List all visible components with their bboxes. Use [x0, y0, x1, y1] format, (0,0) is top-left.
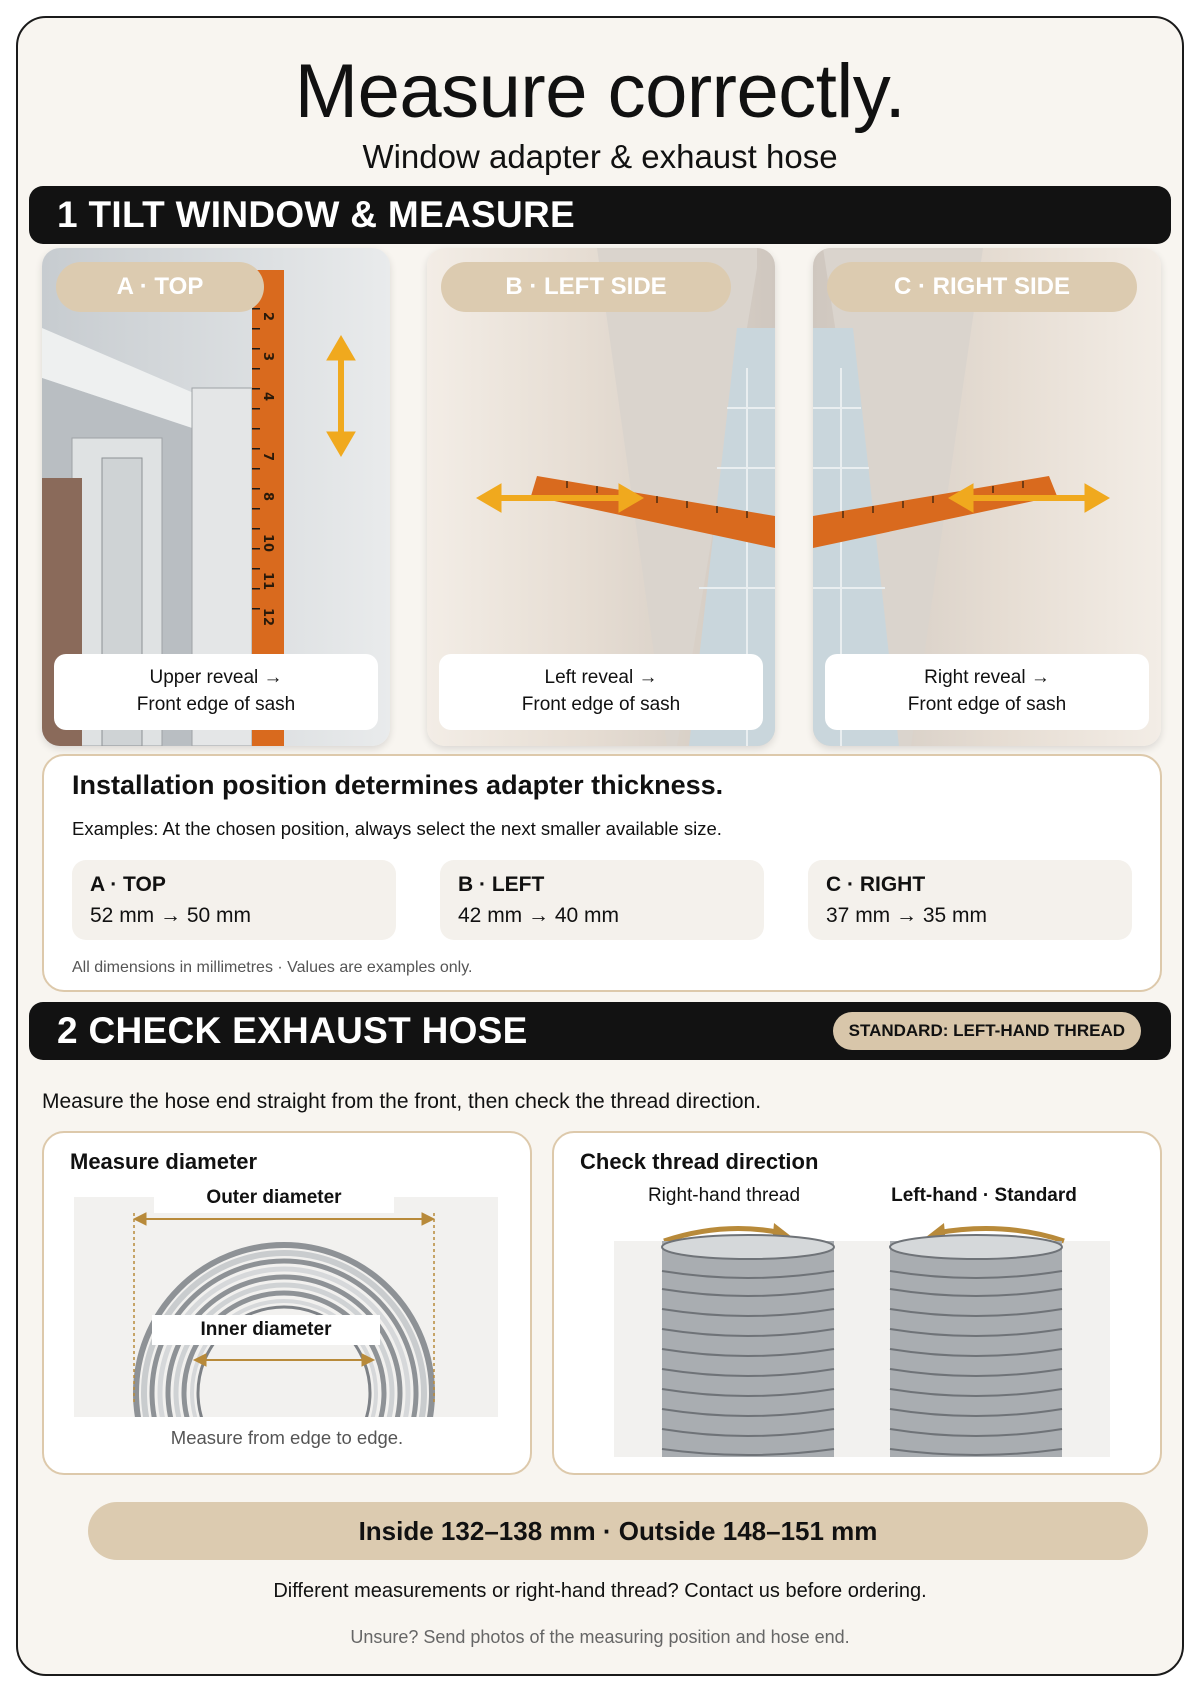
- example-chip-left: [440, 860, 764, 940]
- section-1-header: [29, 186, 1171, 244]
- chip-title: A · TOP: [90, 873, 166, 896]
- svg-text:12: 12: [260, 608, 275, 627]
- installation-info-box: [42, 754, 1162, 992]
- info-sheet: [16, 16, 1184, 1676]
- chip-value: 42 mm → 40 mm: [458, 904, 620, 927]
- photo-caption-right: [825, 654, 1149, 730]
- hose-ring-illustration: [74, 1183, 498, 1423]
- example-chip-top: [72, 860, 396, 940]
- chip-title: B · LEFT: [458, 873, 545, 896]
- hose-right-hand-icon: [662, 1235, 834, 1457]
- thread-heading: Check thread direction: [580, 1149, 819, 1174]
- installation-heading: Installation position determines adapter thickness.: [72, 770, 724, 800]
- photo-caption-left: [439, 654, 763, 730]
- photo-right-measure: [813, 248, 1161, 746]
- caption-line: Upper reveal →: [149, 667, 283, 688]
- photo-left-measure: [427, 248, 775, 746]
- diameter-heading: Measure diameter: [70, 1149, 258, 1174]
- thread-illustration: [614, 1211, 1110, 1461]
- svg-text:2: 2: [260, 312, 275, 322]
- inner-diameter-label: Inner diameter: [152, 1315, 380, 1345]
- svg-text:3: 3: [260, 352, 275, 362]
- outer-diameter-label: Outer diameter: [154, 1183, 394, 1213]
- chip-value: 52 mm → 50 mm: [90, 904, 252, 927]
- photo-caption-top: [54, 654, 378, 730]
- left-hand-thread-label: Left-hand · Standard: [891, 1185, 1077, 1206]
- photo-top-measure: [42, 248, 390, 746]
- right-hand-thread-label: Right-hand thread: [647, 1185, 801, 1206]
- caption-line: Left reveal →: [544, 667, 658, 688]
- unsure-note: Unsure? Send photos of the measuring position and hose end.: [350, 1627, 850, 1647]
- page-title: Measure correctly.: [294, 49, 906, 134]
- chip-value: 37 mm → 35 mm: [826, 904, 988, 927]
- example-chip-right: [808, 860, 1132, 940]
- svg-text:4: 4: [260, 392, 275, 402]
- svg-text:8: 8: [260, 492, 275, 502]
- svg-text:7: 7: [260, 452, 275, 462]
- section-2-title: 2 CHECK EXHAUST HOSE: [57, 1010, 528, 1051]
- chip-title: C · RIGHT: [826, 873, 926, 896]
- caption-line: Front edge of sash: [521, 694, 681, 715]
- thread-direction-card: [552, 1131, 1162, 1475]
- section-1-title: 1 TILT WINDOW & MEASURE: [57, 194, 576, 235]
- measure-diameter-card: [42, 1131, 532, 1475]
- photo-tag-left: B · LEFT SIDE: [441, 262, 731, 312]
- hose-intro-text: Measure the hose end straight from the front, then check the thread direction.: [42, 1090, 762, 1113]
- photo-tag-right: C · RIGHT SIDE: [827, 262, 1137, 312]
- caption-line: Front edge of sash: [136, 694, 296, 715]
- hose-spec-banner: Inside 132–138 mm · Outside 148–151 mm: [88, 1502, 1148, 1560]
- page-subtitle: Window adapter & exhaust hose: [362, 138, 838, 175]
- caption-line: Right reveal →: [924, 667, 1050, 688]
- hose-left-hand-icon: [890, 1235, 1062, 1457]
- installation-note: All dimensions in millimetres · Values are examples only.: [72, 959, 473, 976]
- caption-line: Front edge of sash: [907, 694, 1067, 715]
- installation-examples: Examples: At the chosen position, always select the next smaller available size.: [72, 818, 722, 839]
- photo-tag-top: A · TOP: [56, 262, 264, 312]
- standard-thread-badge: STANDARD: LEFT-HAND THREAD: [833, 1012, 1141, 1050]
- section-2-header: [29, 1002, 1171, 1060]
- contact-note: Different measurements or right-hand thread? Contact us before ordering.: [273, 1580, 927, 1602]
- diameter-hint: Measure from edge to edge.: [170, 1427, 404, 1448]
- svg-text:10: 10: [260, 534, 275, 553]
- svg-text:11: 11: [260, 572, 275, 591]
